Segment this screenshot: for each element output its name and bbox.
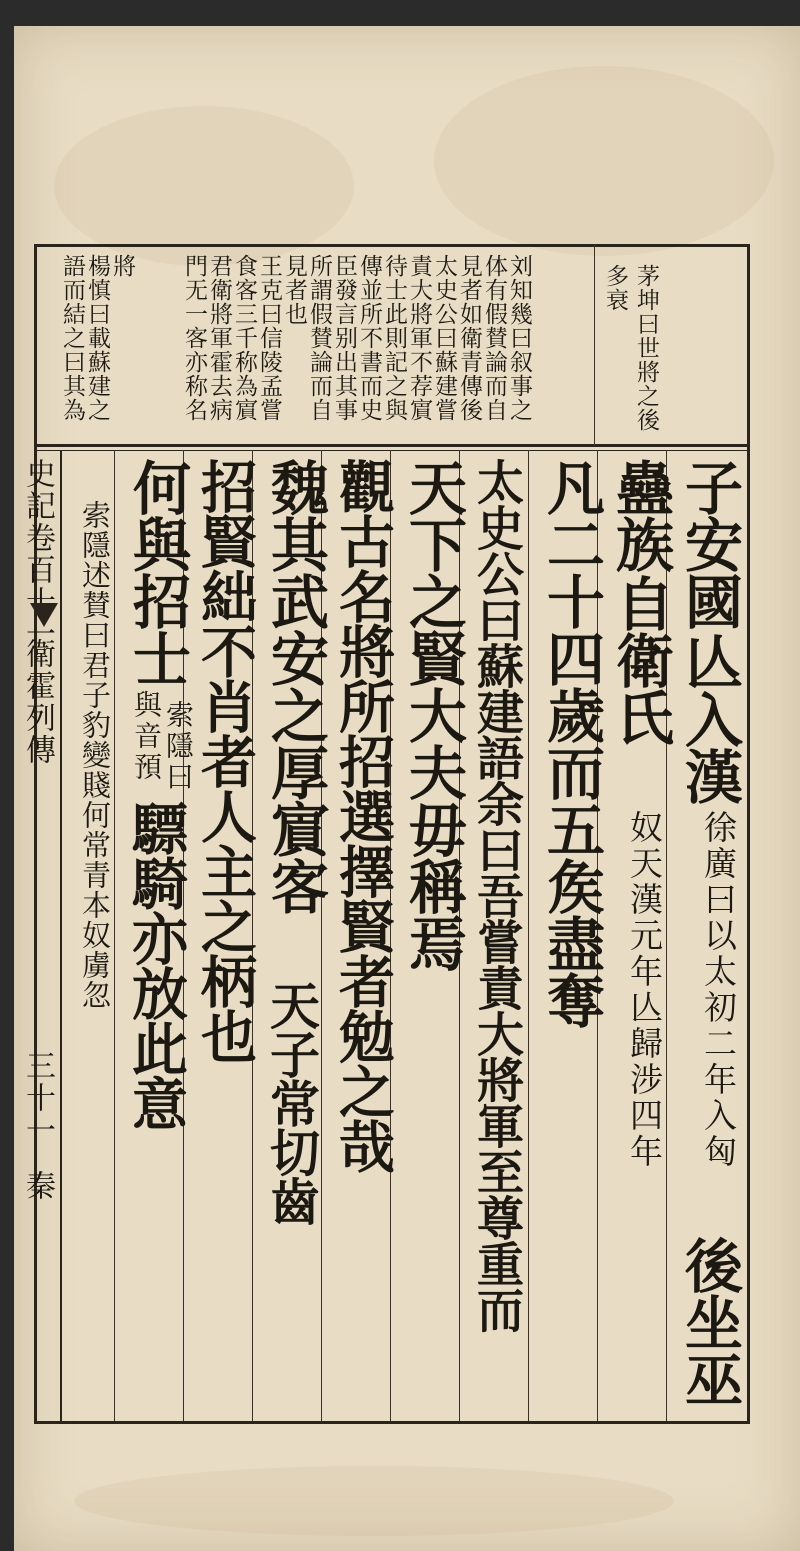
header-note-col: 責大將軍不荐賔 — [406, 254, 432, 422]
header-note-col: 茅坤曰世將之後 — [633, 264, 659, 432]
main-text-col: 子安國 — [675, 458, 743, 629]
col-sep — [528, 450, 529, 1421]
header-note-col: 楊慎曰載蘇建之 — [84, 254, 110, 422]
header-note-col: 語而結之曰其為 — [59, 254, 85, 422]
header-note-col: 見者如衛青傳後 — [456, 254, 482, 422]
commentary-col: 與音預 — [130, 690, 163, 783]
main-text-col: 天子常切齒 — [262, 980, 321, 1225]
gutter-chapter: 衛霍列傳 — [20, 638, 55, 766]
header-note-col: 所謂假賛論而自 — [306, 254, 332, 422]
main-text-col: 天下之賢大夫毋稱焉 — [399, 458, 467, 971]
main-text-col: 觀古名將所招選擇賢者勉之哉 — [330, 458, 396, 1173]
commentary-col: 索隱曰 — [162, 700, 195, 793]
gutter-title: 史記卷百十一 — [20, 458, 55, 650]
fish-tail-mark — [30, 603, 58, 627]
gutter-carver: 秦 — [20, 1170, 55, 1202]
header-note-col: 門无一客亦称名 — [181, 254, 207, 422]
main-text-col: 招賢絀不肖者人主之柄也 — [192, 458, 258, 1063]
main-text-col: 何與招士 — [123, 458, 191, 686]
header-note-col: 見者也 — [281, 254, 307, 326]
col-sep — [114, 450, 115, 1421]
commentary-col: 索隱述賛曰君子豹變賤何常青本奴虜忽 — [78, 500, 112, 1010]
main-text-col: 後坐巫 — [675, 1236, 743, 1407]
header-note-box-left — [594, 244, 595, 446]
header-note-col: 王克曰信陵孟嘗 — [256, 254, 282, 422]
header-note-col: 体有假賛論而自 — [481, 254, 507, 422]
header-divider-inner — [34, 450, 750, 451]
gutter-page-number: 三十一 — [20, 1050, 55, 1146]
main-text-col: 驃騎亦放此意 — [123, 800, 189, 1130]
main-text-col: 入漢 — [675, 690, 743, 804]
main-text-col: 太史公曰蘇建語余曰吾嘗責大將軍至尊重而 — [469, 458, 524, 1332]
header-note-col: 多衰 — [602, 264, 628, 312]
main-text-col: 蠱族 — [606, 458, 674, 572]
header-note-col: 君衛將軍霍去病 — [206, 254, 232, 422]
header-note-col: 刘知幾曰叙事之 — [506, 254, 532, 422]
header-note-col: 傳並所不書而史 — [356, 254, 382, 422]
header-note-col: 太史公曰蘇建嘗 — [431, 254, 457, 422]
header-note-col: 將 — [109, 254, 135, 278]
header-note-col: 臣發言别出其事 — [331, 254, 357, 422]
main-text-col: 亾 — [675, 632, 743, 689]
commentary-col: 徐廣曰以太初二年入匈 — [699, 810, 738, 1170]
gutter-sep — [60, 450, 62, 1421]
main-text-col: 魏其武安之厚賔客 — [261, 458, 329, 914]
main-text-col: 自衛氏 — [606, 574, 674, 745]
commentary-col: 奴天漢元年亾歸涉四年 — [625, 810, 664, 1170]
main-text-col: 凡二十四歲而五矦盡奪 — [537, 458, 605, 1028]
header-note-col: 食客三千称為賔 — [231, 254, 257, 422]
header-note-col: 待士此則記之與 — [381, 254, 407, 422]
header-divider — [34, 444, 750, 447]
